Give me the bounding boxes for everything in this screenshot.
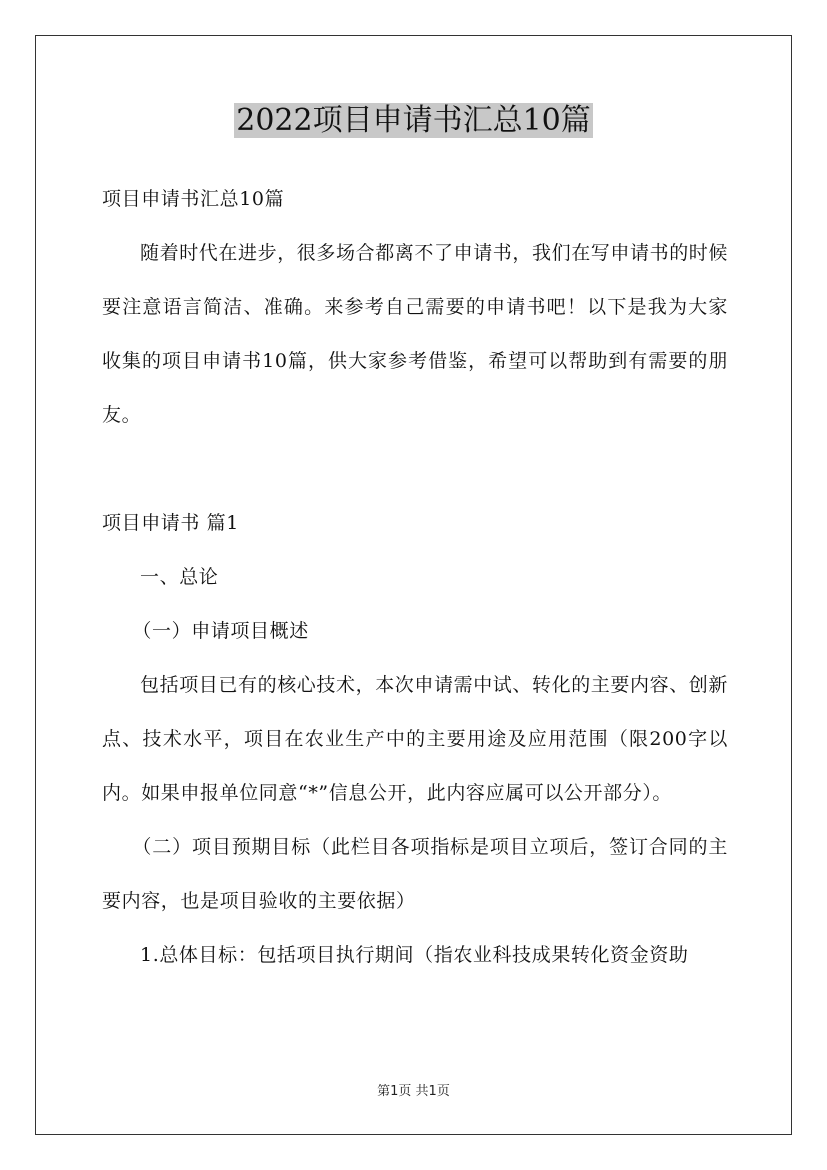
paragraph-one: 包括项目已有的核心技术，本次申请需中试、转化的主要内容、创新点、技术水平，项目在农业生产中的主要用途及应用范围（限200字以内。如果申报单位同意“*”信息公开，此内容应属可以公开部分）。 bbox=[102, 674, 729, 804]
subsection-one-heading: （一）申请项目概述 bbox=[132, 620, 309, 642]
part-one-heading: 一、总论 bbox=[140, 566, 219, 588]
document-title bbox=[0, 100, 827, 142]
section-heading: 项目申请书 篇1 bbox=[102, 512, 239, 534]
document-subtitle: 项目申请书汇总10篇 bbox=[102, 188, 285, 210]
document-title-text: 2022项目申请书汇总10篇 bbox=[236, 103, 591, 138]
paragraph-gap bbox=[102, 442, 728, 496]
subsection-two-heading: （二）项目预期目标（此栏目各项指标是项目立项后，签订合同的主要内容，也是项目验收的主要依据） bbox=[102, 836, 728, 912]
intro-paragraph: 随着时代在进步，很多场合都离不了申请书，我们在写申请书的时候要注意语言简洁、准确。来参考自己需要的申请书吧！以下是我为大家收集的项目申请书10篇，供大家参考借鉴，希望可以帮助到有需要的朋友。 bbox=[102, 242, 729, 426]
page-footer: 第1页 共1页 bbox=[377, 1084, 450, 1099]
item-one: 1.总体目标：包括项目执行期间（指农业科技成果转化资金资助 bbox=[140, 944, 689, 966]
document-body bbox=[102, 172, 728, 982]
